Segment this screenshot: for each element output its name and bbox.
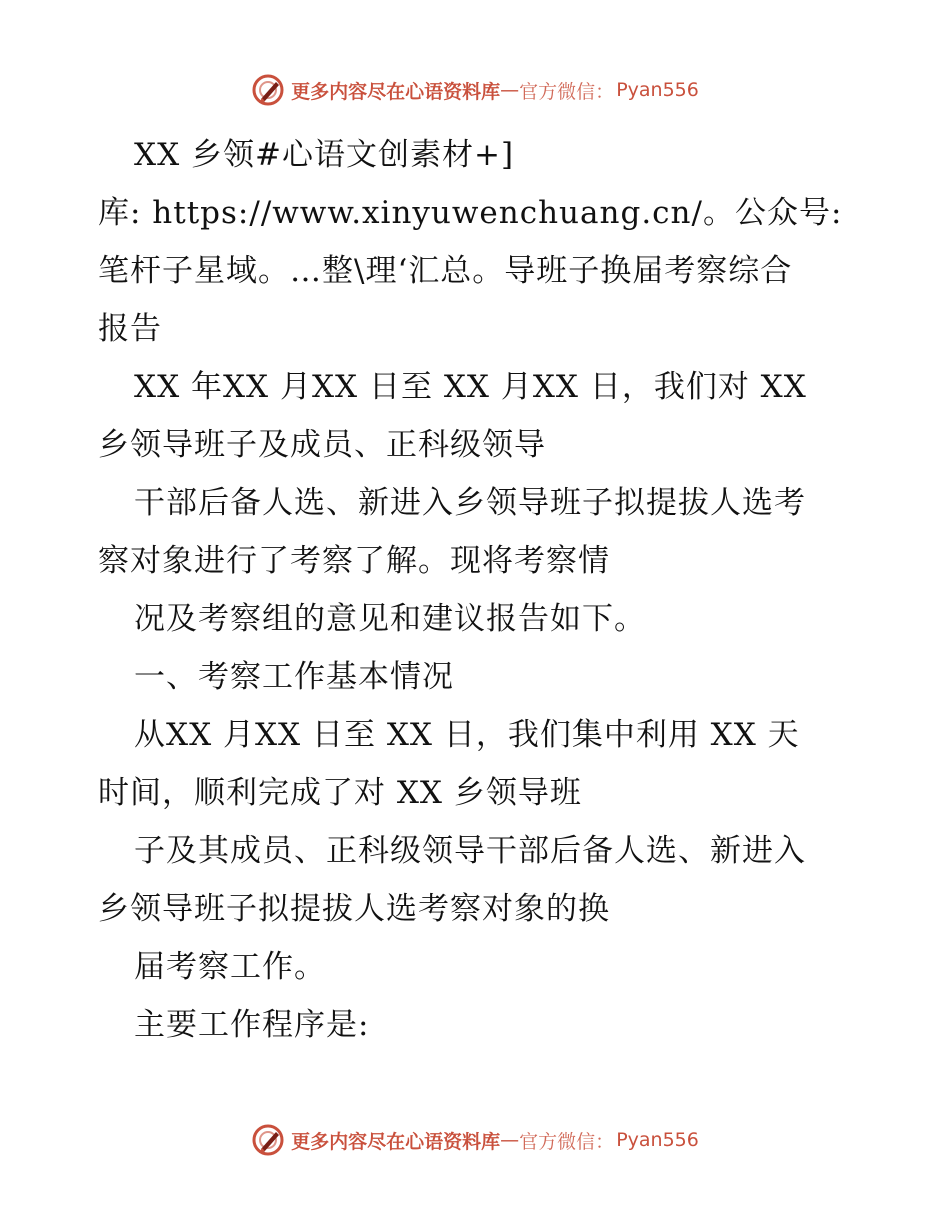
banner-dash: — — [500, 1129, 520, 1151]
text-line: 届考察工作。 — [134, 949, 326, 985]
banner-wechat-label: 官方微信： — [519, 1130, 615, 1153]
document-body — [98, 126, 858, 1054]
text-line: 乡领导班子及成员、正科级领导 — [98, 427, 546, 463]
text-line: 从XX 月XX 日至 XX 日，我们集中利用 XX 天 — [134, 717, 800, 753]
text-line: 时间，顺利完成了对 XX 乡领导班 — [98, 775, 582, 811]
text-line: XX 年XX 月XX 日至 XX 月XX 日，我们对 XX — [134, 369, 807, 405]
text-line: 报告 — [98, 311, 162, 347]
banner-wechat-label: 官方微信： — [519, 80, 615, 103]
banner-title: 更多内容尽在心语资料库 — [291, 80, 501, 103]
text-line: XX 乡领#心语文创素材+] — [134, 137, 515, 173]
banner-wechat-id: Pyan556 — [616, 79, 699, 101]
text-line: 子及其成员、正科级领导干部后备人选、新进入 — [134, 833, 806, 869]
banner-wechat-id: Pyan556 — [616, 1129, 699, 1151]
text-line: 察对象进行了考察了解。现将考察情 — [98, 543, 610, 579]
section-heading: 一、考察工作基本情况 — [134, 659, 454, 695]
brush-logo-icon — [251, 1123, 285, 1157]
text-line: 笔杆子星域。…整\理‘汇总。导班子换届考察综合 — [98, 253, 793, 289]
header-banner — [0, 70, 950, 110]
footer-banner — [0, 1120, 950, 1160]
banner-title: 更多内容尽在心语资料库 — [291, 1130, 501, 1153]
banner-dash: — — [500, 79, 520, 101]
text-line: 况及考察组的意见和建议报告如下。 — [134, 601, 646, 637]
brush-logo-icon — [251, 73, 285, 107]
text-line: 干部后备人选、新进入乡领导班子拟提拔人选考 — [134, 485, 806, 521]
text-line: 主要工作程序是: — [134, 1007, 370, 1043]
text-line: 乡领导班子拟提拔人选考察对象的换 — [98, 891, 610, 927]
text-line: 库: https://www.xinyuwenchuang.cn/。公众号: — [98, 195, 843, 231]
